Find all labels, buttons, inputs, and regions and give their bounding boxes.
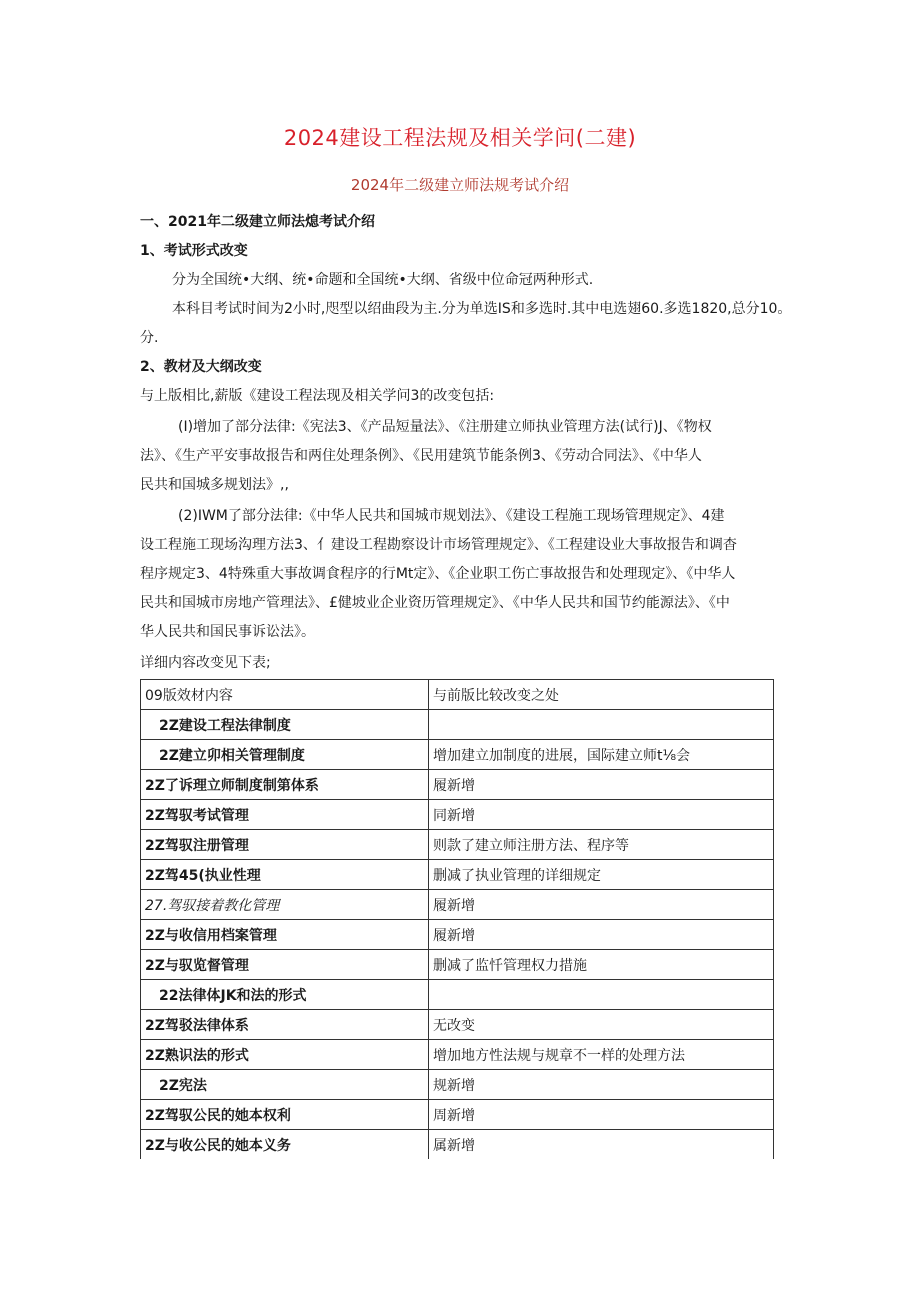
table-cell: 2Z驾45(执业性理 [141, 860, 429, 890]
table-cell: 履新增 [429, 770, 774, 800]
table-cell: 2Z与收公民的她本义务 [141, 1130, 429, 1160]
table-row [141, 1010, 774, 1040]
table-cell: 2Z驾驭注册管理 [141, 830, 429, 860]
paragraph-3: 与上版相比,薪版《建设工程法现及相关学问3的改变包括: [140, 388, 495, 404]
table-row [141, 890, 774, 920]
document-title: 2024建设工程法规及相关学问(二建) [283, 126, 637, 150]
paragraph-4-line2: 法》、《生产平安事故报告和两住处理条例》、《民用建筑节能条例3、《劳动合同法》、《中华人 [140, 448, 702, 464]
table-row [141, 920, 774, 950]
table-cell: 2Z建设工程法律制度 [159, 717, 291, 734]
table-cell: 2Z与收信用档案管理 [141, 920, 429, 950]
table-cell: 27.驾驭接着教化管理 [141, 890, 429, 920]
table-cell: 22法律体JK和法的形式 [159, 987, 307, 1004]
table-row [141, 950, 774, 980]
table-cell: 增加地方性法规与规章不一样的处理方法 [429, 1040, 774, 1070]
table-row [141, 800, 774, 830]
table-cell: 履新增 [429, 890, 774, 920]
document-subtitle: 2024年二级建立师法规考试介绍 [350, 176, 570, 194]
table-row [141, 710, 774, 740]
table-header-row [141, 680, 774, 710]
paragraph-2-line2: 分. [140, 330, 159, 346]
table-cell: 2Z了诉理立师制度制第体系 [141, 770, 429, 800]
table-row [141, 1100, 774, 1130]
item2-heading: 2、教材及大纲改变 [140, 359, 262, 375]
paragraph-4-line1: (I)增加了部分法律:《宪法3、《产品短量法》、《注册建立师执业管理方法(试行)J、《物权 [178, 419, 712, 435]
paragraph-5-line2: 设工程施工现场沟理方法3、亻建设工程勘察设计市场管理规定》、《工程建设业大事故报告和调杳 [140, 537, 737, 553]
table-cell: 2Z驾驭考试管理 [141, 800, 429, 830]
table-cell: 同新增 [429, 800, 774, 830]
paragraph-4-line3: 民共和国城多规划法》,, [140, 477, 289, 493]
paragraph-5-line1: (2)IWM了部分法律:《中华人民共和国城市规划法》、《建设工程施工现场管理规定》、4建 [178, 508, 725, 524]
table-cell: 履新增 [429, 920, 774, 950]
table-row [141, 860, 774, 890]
table-cell: 删减了执业管理的详细规定 [429, 860, 774, 890]
paragraph-2-line1: 本科目考试时间为2小时,咫型以绍曲段为主.分为单选IS和多选时.其中电选翅60.多选1820,总分10。 [172, 301, 792, 317]
table-cell: 删减了监忏管理权力措施 [429, 950, 774, 980]
table-row [141, 830, 774, 860]
table-cell: 2Z驾驳法律体系 [141, 1010, 429, 1040]
table-header-cell: 09版效材内容 [141, 680, 429, 710]
paragraph-5-line4: 民共和国城市房地产管理法》、£健坡业企业资历管理规定》、《中华人民共和国节约能源法》、《中 [140, 595, 730, 611]
table-intro: 详细内容改变见下表; [140, 655, 271, 671]
table-cell [429, 710, 774, 740]
table-cell: 2Z熟识法的形式 [141, 1040, 429, 1070]
changes-table [140, 679, 774, 1159]
table-cell [429, 980, 774, 1010]
table-row [141, 1130, 774, 1160]
paragraph-5-line3: 程序规定3、4特殊重大事故调食程序的行Mt定》、《企业职工伤亡事故报告和处理现定》、《中华人 [140, 566, 736, 582]
table-cell: 2Z与驭览督管理 [141, 950, 429, 980]
table-cell: 规新增 [429, 1070, 774, 1100]
table-cell: 无改变 [429, 1010, 774, 1040]
table-row [141, 1070, 774, 1100]
table-cell: 周新增 [429, 1100, 774, 1130]
table-row [141, 980, 774, 1010]
paragraph-1: 分为全国统•大纲、统•命题和全国统•大纲、省级中位命冠两种形式. [172, 272, 594, 288]
table-row [141, 740, 774, 770]
table-row [141, 1040, 774, 1070]
table-cell: 增加建立加制度的进展，国际建立师t⅛会 [429, 740, 774, 770]
table-cell: 2Z建立卯相关管理制度 [159, 747, 305, 764]
table-cell: 2Z宪法 [159, 1077, 207, 1094]
table-cell: 2Z驾驭公民的她本权利 [141, 1100, 429, 1130]
table-header-cell: 与前版比较改变之处 [429, 680, 774, 710]
table-cell: 属新增 [429, 1130, 774, 1160]
paragraph-5-line5: 华人民共和国民事诉讼法》。 [140, 624, 315, 640]
table-row [141, 770, 774, 800]
section1-heading: 一、2021年二级建立师法熄考试介绍 [140, 214, 375, 230]
item1-heading: 1、考试形式改变 [140, 243, 248, 259]
table-cell: 则款了建立师注册方法、程序等 [429, 830, 774, 860]
